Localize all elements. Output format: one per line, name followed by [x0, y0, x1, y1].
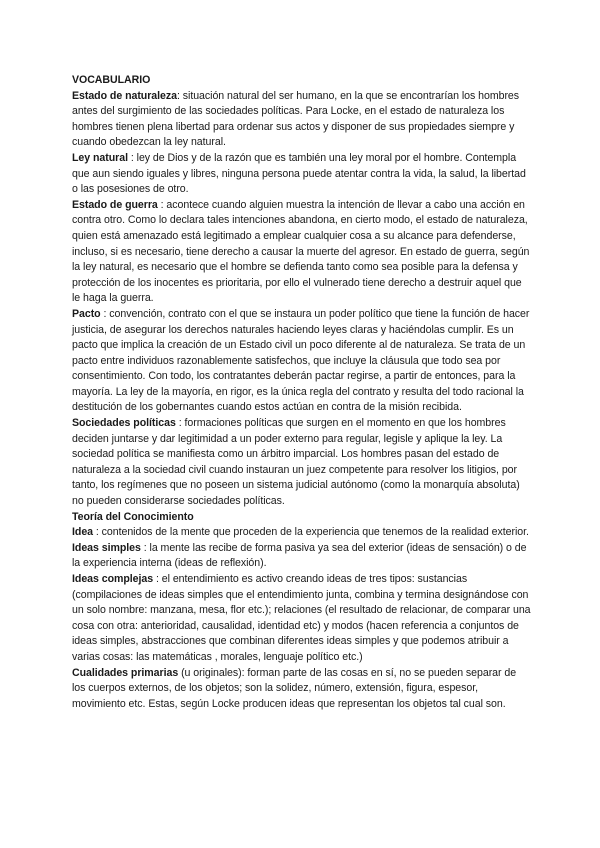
entry-estado-de-guerra [72, 198, 532, 307]
entry-term: Ideas complejas [72, 573, 154, 585]
entry-ideas-complejas [72, 572, 532, 666]
entry-text: : convención, contrato con el que se instaura un poder político que tiene la función de hacer justicia, de asegurar los derechos naturales haciendo leyes claras y haciéndolas cumplir. Es un pacto que implica la creación de un Estado civil un poco diferente al de naturaleza. Se trata de un pacto entre individuos razonablemente satisfechos, que incluye la cláusula que todo sea por consentimiento. Con todo, los contratantes deberán pactar regirse, a partir de entonces, para la mayoría. La ley de la mayoría, en rigor, es la única regla del contrato y resulta del todo racional la destitución de los gobernantes cuando estos actúan en contra de la misión recibida. [72, 307, 530, 414]
document-page [72, 73, 532, 712]
entry-pacto [72, 307, 532, 416]
entry-estado-de-naturaleza [72, 89, 532, 151]
entry-text: : contenidos de la mente que proceden de la experiencia que tenemos de la realidad exterior. [93, 526, 529, 539]
entry-text: : ley de Dios y de la razón que es también una ley moral por el hombre. Contempla que aun siendo iguales y libres, ninguna persona puede atentar contra la vida, la salud, la libertad o las posesiones de otro. [72, 151, 526, 196]
section-title: Teoría del Conocimiento [72, 510, 194, 523]
document-title: VOCABULARIO [72, 74, 151, 86]
entry-term: Ley natural [72, 151, 128, 164]
entry-text: : el entendimiento es activo creando ideas de tres tipos: sustancias (compilaciones de ideas simples que el entendimiento junta, combina y termina designándose con un solo nombre: manzana, mesa, flor etc.); relaciones (el resultado de relacionar, de comparar una cosa con otra: anterioridad, causalidad, identidad etc) y modos (hacen referencia a conjuntos de ideas simples, abstracciones que combinan diferentes ideas simples y que podemos atribuir a varias cosas: las matemáticas , morales, lenguaje político etc.) [72, 573, 531, 663]
entry-text: : acontece cuando alguien muestra la intención de llevar a cabo una acción en contra otro. Como lo declara tales intenciones abandona, en cierto modo, el estado de naturaleza, quien está amenazado está legitimado a emplear cualquier cosa a su alcance para defenderse, incluso, si es necesario, tiene derecho a causar la muerte del agresor. En estado de guerra, según la ley natural, es necesario que el hombre se defienda tanto como sea posible para la defensa y protección de los inocentes es prioritaria, por ello el vulnerado tiene derecho a destruir aquel que le haga la guerra. [72, 198, 530, 305]
entry-ley-natural [72, 151, 532, 198]
entry-cualidades-primarias [72, 666, 532, 713]
entry-term: Pacto [72, 307, 101, 320]
entry-text: (u originales): forman parte de las cosas en sí, no se pueden separar de los cuerpos externos, de los objetos; son la solidez, número, extensión, figura, espesor, movimiento etc. Estas, según Locke producen ideas que representan los objetos tal cual son. [72, 666, 517, 710]
entry-text: : situación natural del ser humano, en la que se encontrarían los hombres antes del surgimiento de las sociedades políticas. Para Locke, en el estado de naturaleza los hombres tienen plena libertad para ordenar sus actos y disponer de sus propiedades siempre y cuando obedezcan la ley natural. [72, 89, 520, 149]
entry-term: Estado de guerra [72, 198, 158, 211]
entry-term: Ideas simples [72, 541, 141, 554]
entry-term: Idea [72, 526, 93, 539]
entry-term: Cualidades primarias [72, 666, 179, 679]
entry-term: Estado de naturaleza [72, 89, 177, 102]
entry-text: : formaciones políticas que surgen en el momento en que los hombres deciden juntarse y dar legitimidad a un poder externo para regular, legisle y aplique la ley. La sociedad política se manifiesta como un árbitro imparcial. Los hombres pasan del estado de naturaleza a la sociedad civil cuando instauran un juez competente para resolver los litigios, por tanto, los regímenes que no poseen un sistema judicial autónomo (como la monarquía absoluta) no pueden considerarse sociedades políticas. [72, 417, 520, 508]
entry-term: Sociedades políticas [72, 417, 176, 430]
entry-text: : la mente las recibe de forma pasiva ya sea del exterior (ideas de sensación) o de la experiencia interna (ideas de reflexión). [72, 541, 527, 570]
entry-ideas-simples [72, 541, 532, 572]
entry-sociedades-politicas [72, 416, 532, 510]
entry-idea [72, 525, 532, 541]
